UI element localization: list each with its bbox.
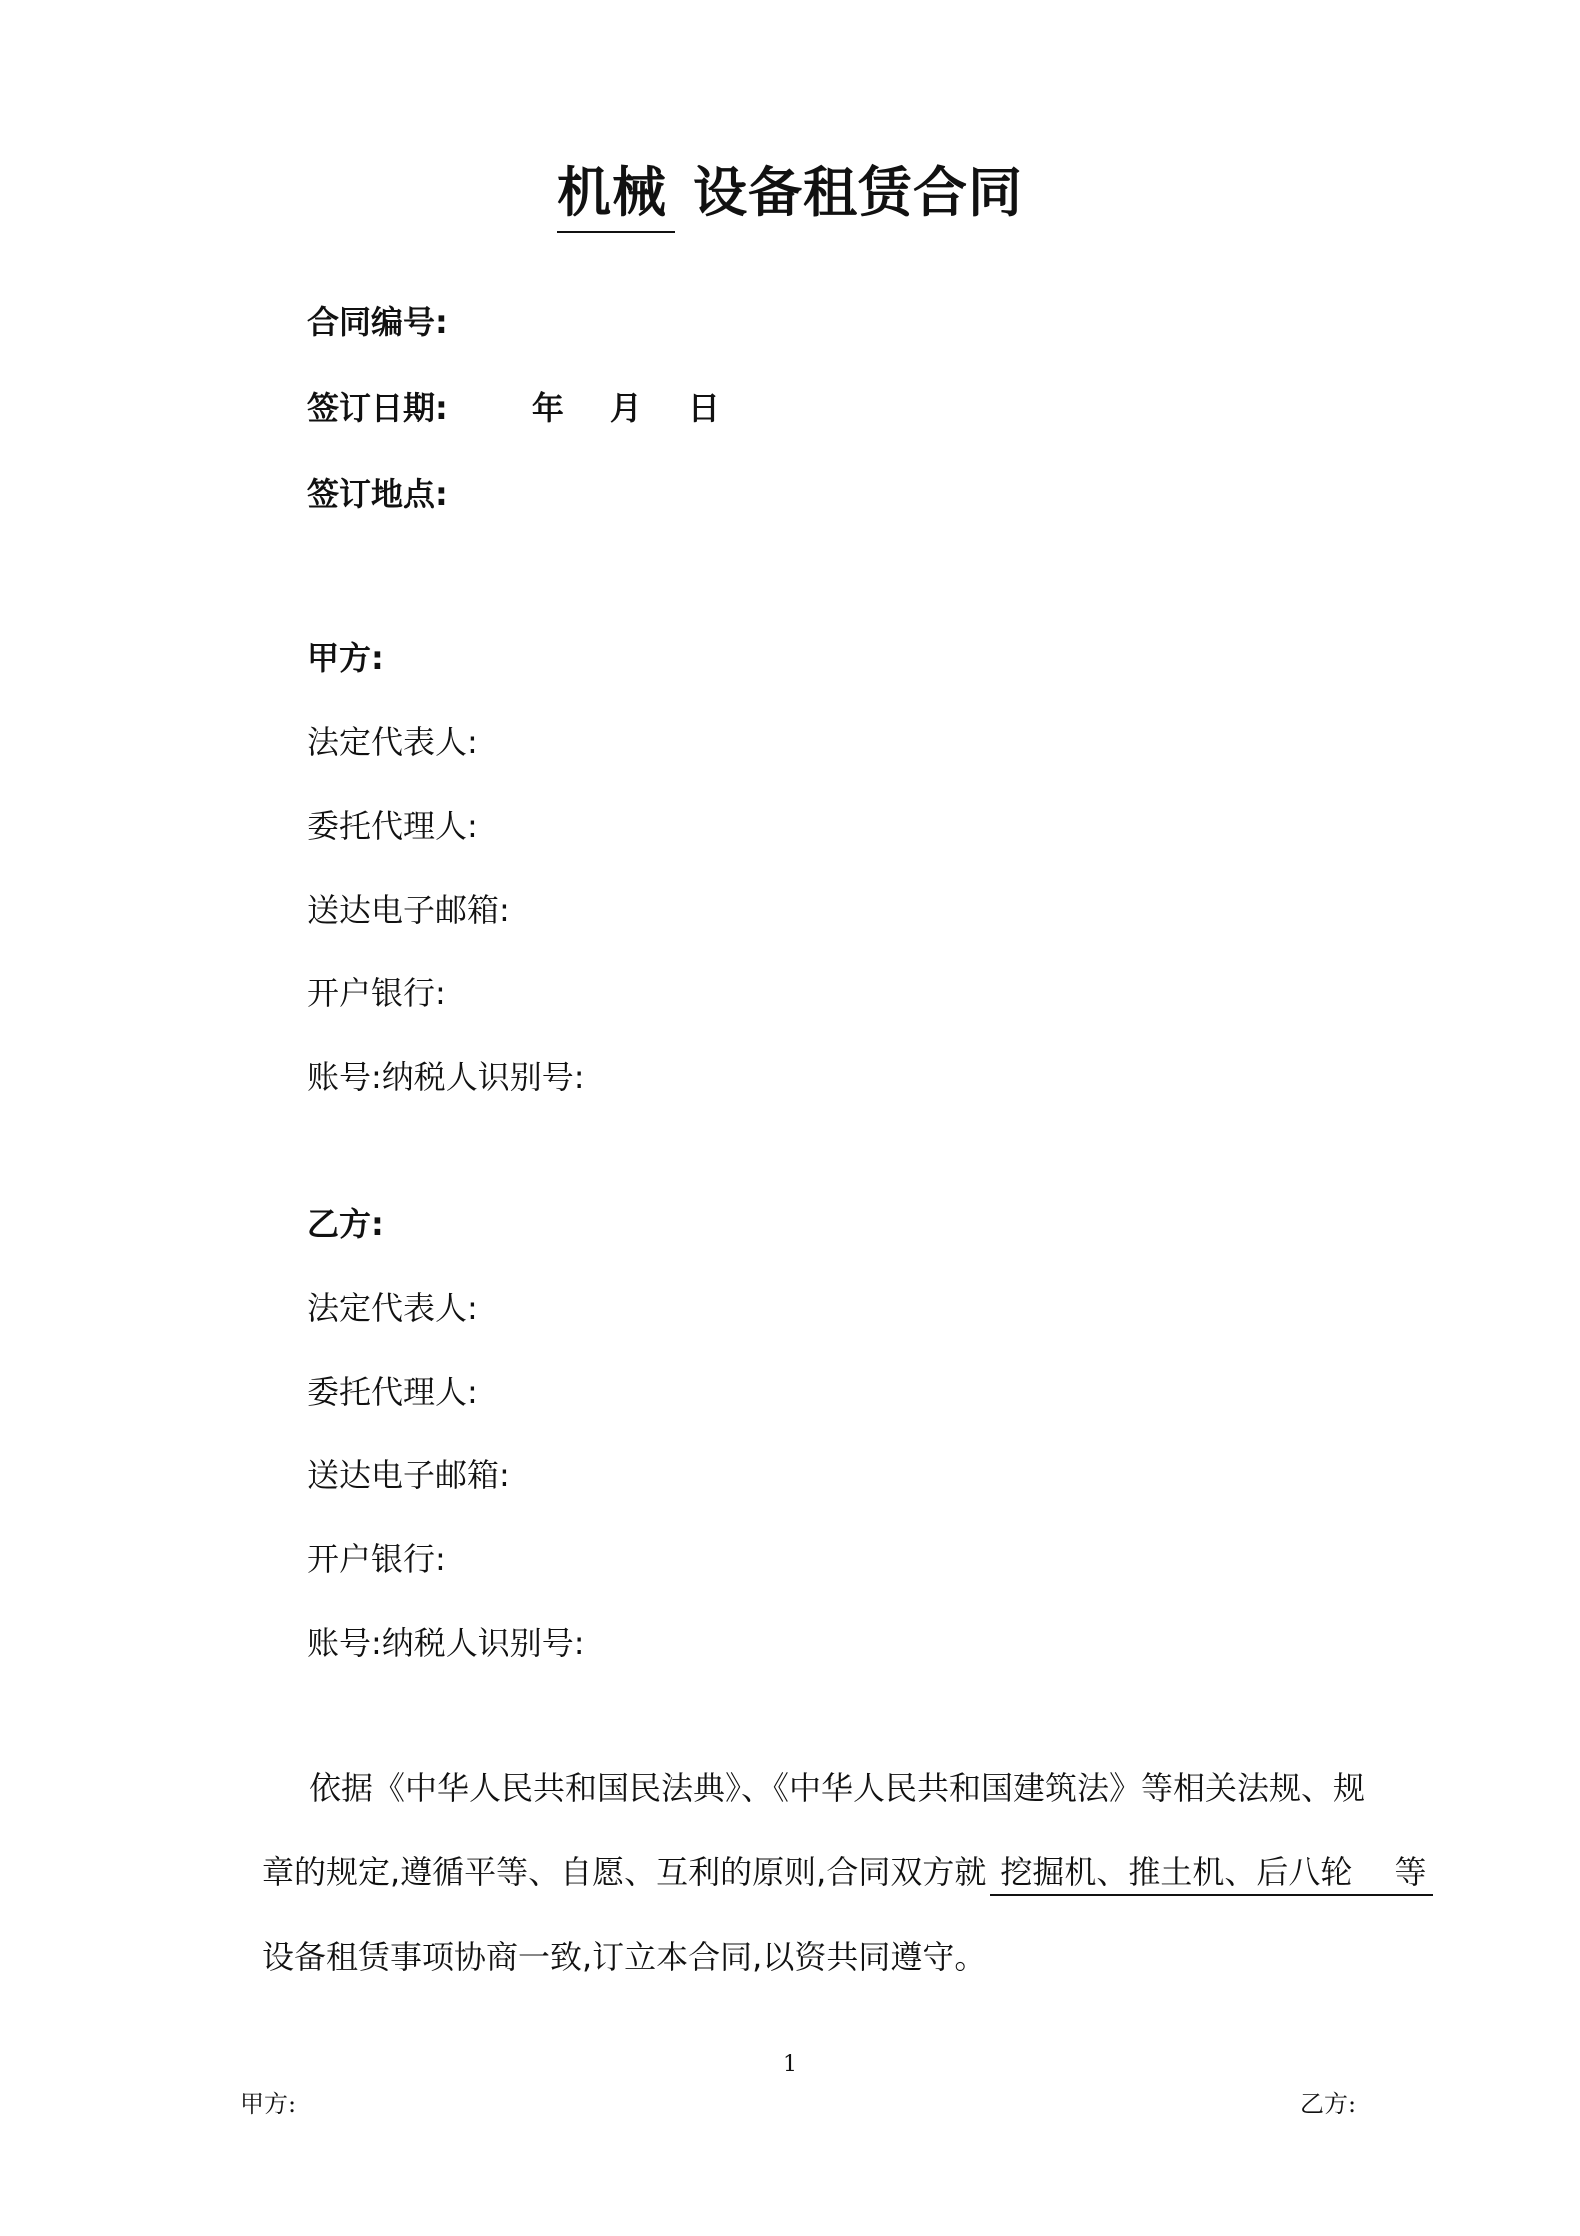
footer-party-a: 甲方: <box>240 2090 297 2118</box>
party-a-legal-rep: 法定代表人: <box>307 723 478 761</box>
party-a-account-tax: 账号:纳税人识别号: <box>307 1058 585 1096</box>
party-b-label: 乙方: <box>307 1205 384 1243</box>
contract-number-label: 合同编号: <box>307 303 448 341</box>
party-b-account-tax: 账号:纳税人识别号: <box>307 1624 585 1662</box>
page-number: 1 <box>783 2052 797 2077</box>
party-a-email: 送达电子邮箱: <box>307 891 510 929</box>
body-line-1: 依据《中华人民共和国民法典》、《中华人民共和国建筑法》等相关法规、规 <box>309 1769 1366 1807</box>
party-b-agent: 委托代理人: <box>307 1373 478 1411</box>
title-main: 设备租赁合同 <box>693 161 1023 224</box>
body-line-2-text: 章的规定,遵循平等、自愿、互利的原则,合同双方就 <box>262 1853 987 1891</box>
equipment-list-underlined: 挖掘机、推土机、后八轮 等 <box>990 1856 1432 1896</box>
party-a-label: 甲方: <box>307 639 384 677</box>
title-blank-underlined: 机械 <box>557 150 675 233</box>
footer-party-b: 乙方: <box>1300 2090 1357 2118</box>
sign-date-row <box>307 389 720 427</box>
party-a-bank: 开户银行: <box>307 974 446 1012</box>
party-b-email: 送达电子邮箱: <box>307 1456 510 1494</box>
document-title <box>0 150 1580 233</box>
sign-date-label: 签订日期: <box>307 389 448 427</box>
party-b-bank: 开户银行: <box>307 1540 446 1578</box>
body-line-3: 设备租赁事项协商一致,订立本合同,以资共同遵守。 <box>262 1938 987 1976</box>
party-a-agent: 委托代理人: <box>307 807 478 845</box>
date-day: 日 <box>687 389 720 427</box>
date-month: 月 <box>609 389 642 427</box>
date-year: 年 <box>531 389 564 427</box>
body-line-2 <box>262 1853 1433 1896</box>
sign-place-label: 签订地点: <box>307 475 448 513</box>
party-b-legal-rep: 法定代表人: <box>307 1289 478 1327</box>
